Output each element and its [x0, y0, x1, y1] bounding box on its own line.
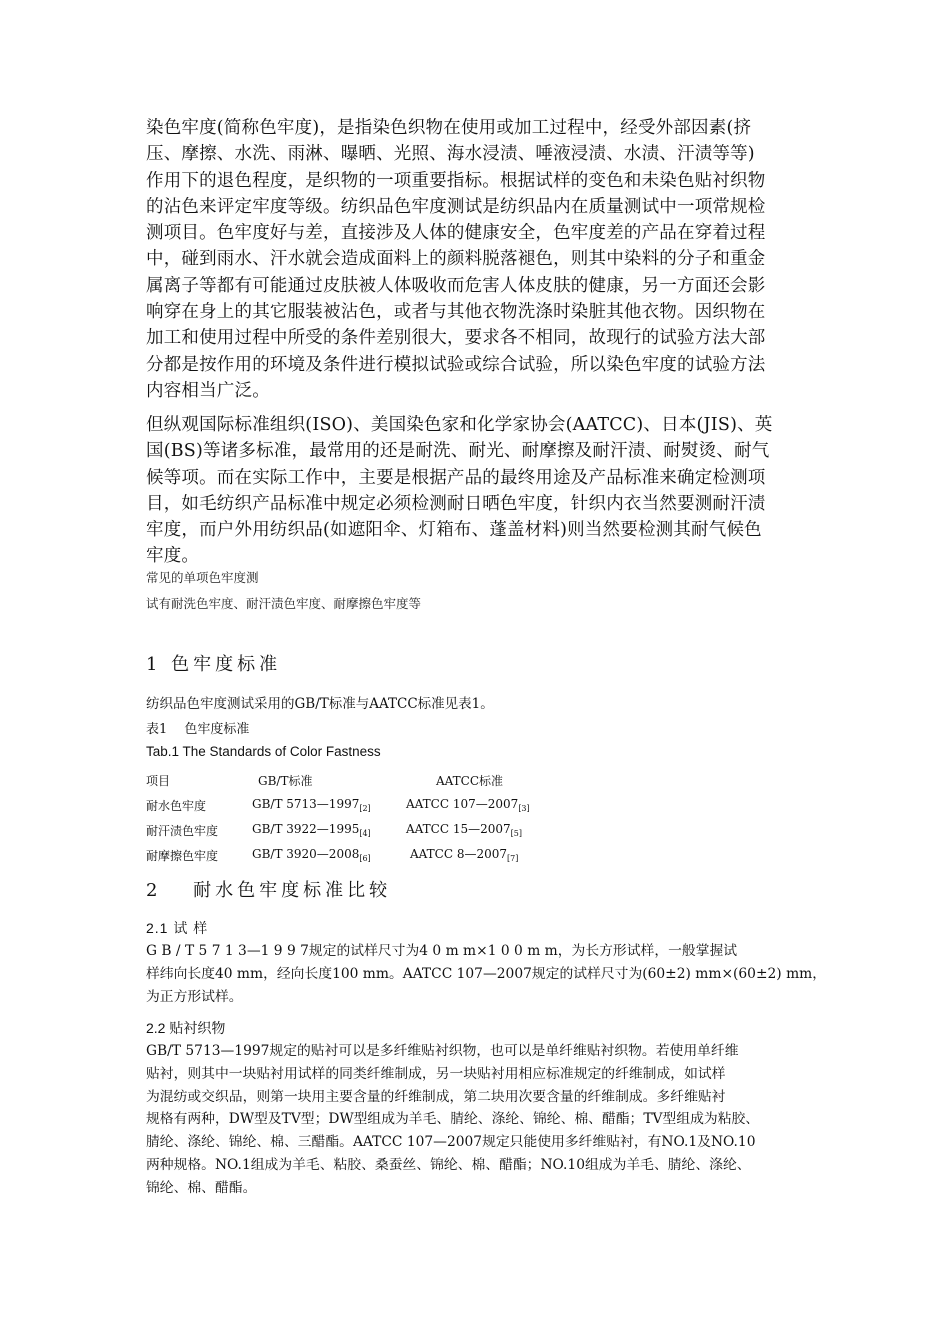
text-line: 内容相当广泛。 [146, 380, 270, 401]
table-caption-cn: 表1 色牢度标准 [146, 722, 250, 737]
table-cell-gb [252, 822, 371, 838]
text-line: 加工和使用过程中所受的条件差别很大，要求各不相同，故现行的试验方法大部 [146, 328, 766, 349]
text-line: 样纬向长度40 mm，经向长度100 mm。AATCC 107—2007规定的试样尺寸为(60±2) mm×(60±2) mm， [146, 965, 827, 982]
text-line: 候等项。而在实际工作中，主要是根据产品的最终用途及产品标准来确定检测项 [146, 467, 766, 488]
aatcc-code: AATCC 8—2007 [410, 847, 508, 861]
intro-paragraph [146, 115, 814, 404]
specimen-paragraph [146, 940, 827, 1008]
text-line: 但纵观国际标准组织(ISO)、美国染色家和化学家协会(AATCC)、日本(JIS)、英 [146, 415, 773, 435]
text-line: 牢度。 [146, 546, 200, 567]
table-header-cell: GB/T标准 [258, 774, 313, 788]
gb-code: GB/T 3920—2008 [252, 847, 360, 861]
table-row [146, 822, 706, 844]
table-cell-item: 耐摩擦色牢度 [146, 849, 219, 863]
table-header-cell: 项目 [146, 774, 171, 788]
table-cell-gb [252, 797, 371, 813]
text-line: 响穿在身上的其它服装被沾色，或者与其他衣物洗涤时染脏其他衣物。因织物在 [146, 302, 766, 323]
table-row [146, 847, 706, 869]
text-line: 贴衬，则其中一块贴衬用试样的同类纤维制成，另一块贴衬用相应标准规定的纤维制成，如试样 [146, 1065, 726, 1082]
text-line: 目，如毛纺织产品标准中规定必须检测耐日晒色牢度，针织内衣当然要测耐汗渍 [146, 493, 766, 514]
standards-paragraph [146, 412, 814, 570]
gb-code: GB/T 5713—1997 [252, 797, 360, 811]
section-heading-1: 1 色牢度标准 [146, 654, 282, 675]
text-line: 染色牢度(简称色牢度)，是指染色织物在使用或加工过程中，经受外部因素(挤 [146, 118, 752, 138]
text-line: 压、摩擦、水洗、雨淋、曝晒、光照、海水浸渍、唾液浸渍、水渍、汗渍等等) [146, 144, 755, 165]
text-line: GB/T 5713—1997规定的贴衬可以是多纤维贴衬织物，也可以是单纤维贴衬织物。若使用单纤维 [146, 1043, 739, 1059]
aatcc-ref: [7] [507, 854, 519, 863]
text-line: G B / T 5 7 1 3—1 9 9 7规定的试样尺寸为4 0 m m×1 0 0 m m，为长方形试样，一般掌握试 [146, 943, 738, 959]
text-line: 锦纶、棉、醋酯。 [146, 1179, 257, 1196]
table-header-cell: AATCC标准 [436, 774, 504, 788]
text-line: 中，碰到雨水、汗水就会造成面料上的颜料脱落褪色，则其中染料的分子和重金 [146, 249, 766, 270]
text-line: 两种规格。NO.1组成为羊毛、粘胶、桑蚕丝、锦纶、棉、醋酯；NO.10组成为羊毛、腈纶、涤纶、 [146, 1156, 751, 1173]
text-line: 测项目。色牢度好与差，直接涉及人体的健康安全，色牢度差的产品在穿着过程 [146, 223, 766, 244]
table-cell-item: 耐汗渍色牢度 [146, 824, 219, 838]
table-cell-item: 耐水色牢度 [146, 799, 207, 813]
text-line: 规格有两种，DW型及TV型；DW型组成为羊毛、腈纶、涤纶、锦纶、棉、醋酯；TV型组成为粘胶、 [146, 1111, 760, 1128]
table-cell-aatcc [406, 822, 522, 838]
note-line-1: 常见的单项色牢度测 [146, 570, 259, 585]
aatcc-code: AATCC 107—2007 [406, 797, 519, 811]
subsection-heading-2-2: 2.2 贴衬织物 [146, 1020, 226, 1036]
note-line-2: 试有耐洗色牢度、耐汗渍色牢度、耐摩擦色牢度等 [146, 596, 422, 611]
aatcc-ref: [3] [518, 804, 530, 813]
aatcc-code: AATCC 15—2007 [406, 822, 511, 836]
gb-ref: [6] [359, 854, 371, 863]
text-line: 为正方形试样。 [146, 988, 243, 1005]
section-heading-2: 2 耐水色牢度标准比较 [146, 880, 392, 901]
table-intro: 纺织品色牢度测试采用的GB/T标准与AATCC标准见表1。 [146, 696, 494, 712]
text-line: 国(BS)等诸多标准，最常用的还是耐洗、耐光、耐摩擦及耐汗渍、耐熨烫、耐气 [146, 441, 770, 462]
text-line: 属离子等都有可能通过皮肤被人体吸收而危害人体皮肤的健康，另一方面还会影 [146, 275, 766, 296]
text-line: 分都是按作用的环境及条件进行模拟试验或综合试验，所以染色牢度的试验方法 [146, 354, 766, 375]
gb-ref: [4] [359, 829, 371, 838]
subsection-heading-2-1: 2.1 试 样 [146, 920, 209, 936]
table-caption-en: Tab.1 The Standards of Color Fastness [146, 744, 381, 759]
text-line: 牢度，而户外用纺织品(如遮阳伞、灯箱布、蓬盖材料)则当然要检测其耐气候色 [146, 520, 762, 541]
gb-ref: [2] [359, 804, 371, 813]
adjacent-fabric-paragraph [146, 1040, 814, 1200]
text-line: 的沾色来评定牢度等级。纺织品色牢度测试是纺织品内在质量测试中一项常规检 [146, 196, 766, 217]
text-line: 为混纺或交织品，则第一块用主要含量的纤维制成，第二块用次要含量的纤维制成。多纤维贴衬 [146, 1088, 726, 1105]
aatcc-ref: [5] [510, 829, 523, 838]
text-line: 腈纶、涤纶、锦纶、棉、三醋酯。AATCC 107—2007规定只能使用多纤维贴衬，有NO.1及NO.10 [146, 1134, 756, 1151]
table-cell-aatcc [410, 847, 518, 863]
text-line: 作用下的退色程度，是织物的一项重要指标。根据试样的变色和未染色贴衬织物 [146, 170, 766, 191]
table-cell-aatcc [406, 797, 530, 813]
table-row [146, 797, 706, 819]
table-header-row [146, 772, 706, 794]
table-cell-gb [252, 847, 371, 863]
gb-code: GB/T 3922—1995 [252, 822, 360, 836]
